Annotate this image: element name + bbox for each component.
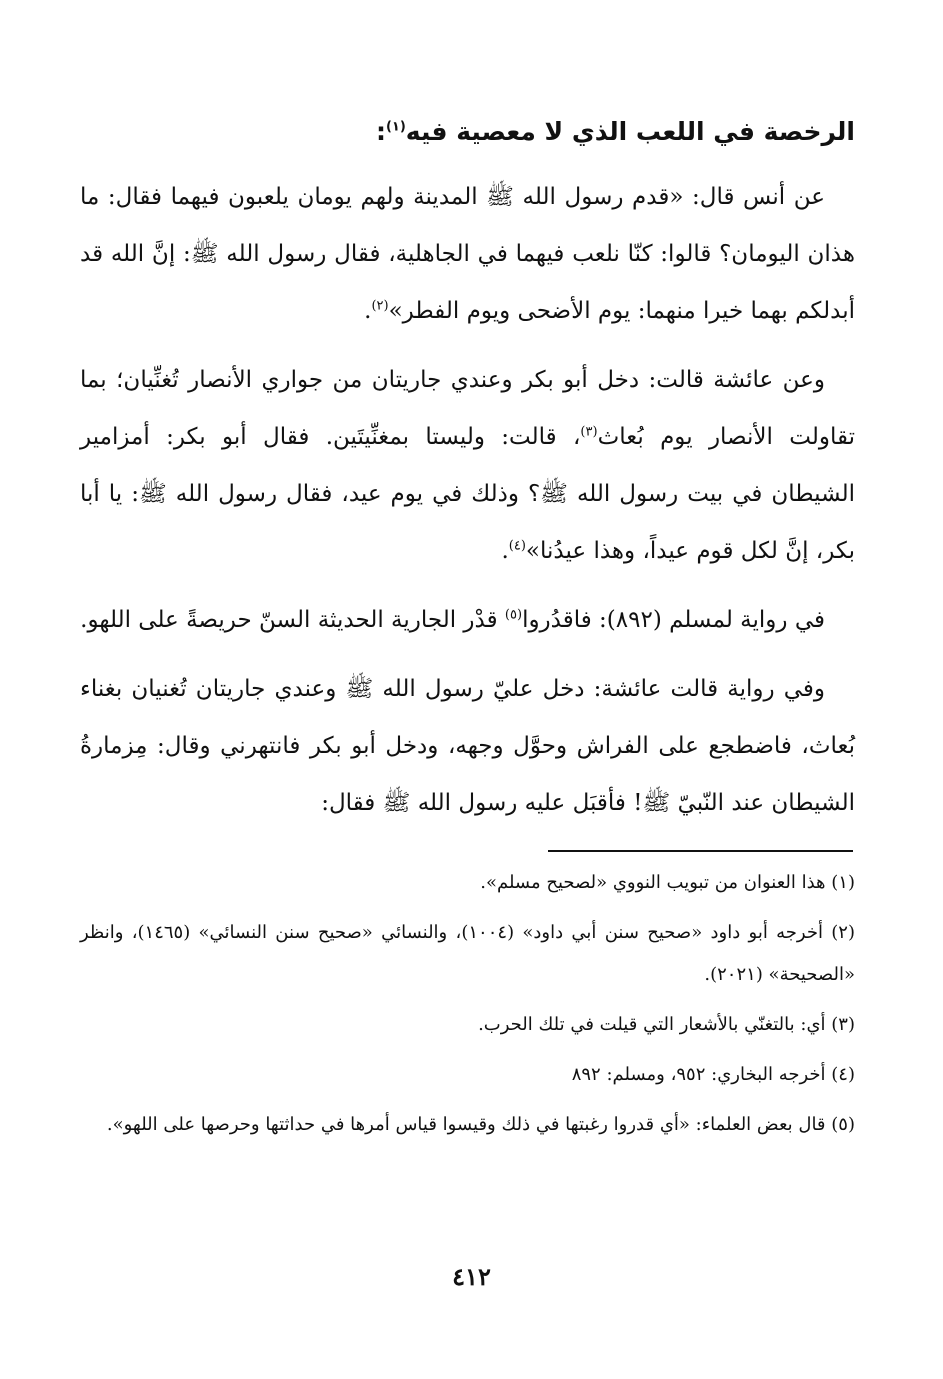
heading-text: الرخصة في اللعب الذي لا معصية فيه: [405, 117, 855, 146]
footnote-ref[interactable]: (٤): [508, 538, 526, 554]
paragraph-text: .: [364, 298, 372, 324]
footnotes: [80, 862, 855, 1154]
paragraph-text: وعن عائشة قالت: دخل أبو بكر وعندي جاريتان من جواري الأنصار تُغنِّيان؛ بما تقاولت الأنصار يوم بُعاث: [80, 367, 856, 450]
paragraph-text: ، قالت: وليستا بمغنِّيتَين. فقال أبو بكر: أمزامير الشيطان في بيت رسول الله ﷺ؟ وذلك في يوم عيد، فقال رسول الله ﷺ: يا أبا بكر، إنَّ لكل قوم عيداً، وهذا عيدُنا»: [80, 424, 855, 564]
footnote-ref[interactable]: (٥): [504, 607, 523, 623]
footnote: (١) هذا العنوان من تبويب النووي «لصحيح مسلم».: [480, 872, 855, 893]
paragraph-text: .: [501, 538, 509, 564]
footnote-ref[interactable]: (١): [385, 119, 406, 135]
paragraph: [80, 352, 855, 580]
heading-suffix: :: [375, 117, 386, 146]
page-number: ٤١٢: [452, 1262, 491, 1291]
paragraph-text: قدْر الجارية الحديثة السنّ حريصةً على اللهو.: [80, 607, 505, 633]
paragraph-text: وفي رواية قالت عائشة: دخل عليّ رسول الله ﷺ وعندي جاريتان تُغنيان بغناء بُعاث، فاضطجع على الفراش وحوَّل وجهه، ودخل أبو بكر فانتهرني وقال: مِزمارةُ الشيطان عند النّبيّ ﷺ! فأقبَل عليه رسول الله ﷺ فقال:: [80, 676, 855, 816]
footnote: (٥) قال بعض العلماء: «أي قدروا رغبتها في ذلك وقيسوا قياس أمرها في حداثتها وحرصها على اللهو».: [106, 1114, 855, 1135]
footnote-ref[interactable]: (٢): [371, 298, 389, 314]
paragraph: [80, 592, 855, 649]
paragraph: [80, 661, 855, 832]
paragraph-text: عن أنس قال: «قدم رسول الله ﷺ المدينة ولهم يومان يلعبون فيهما فقال: ما هذان اليومان؟ قالوا: كنّا نلعب فيهما في الجاهلية، فقال رسول الله ﷺ: إنَّ الله قد أبدلكم بهما خيرا منهما: يوم الأضحى ويوم الفطر»: [80, 184, 855, 324]
footnote: (٤) أخرجه البخاري: ٩٥٢، ومسلم: ٨٩٢: [571, 1064, 855, 1085]
footnote-ref[interactable]: (٣): [580, 424, 598, 440]
paragraph-text: في رواية لمسلم (٨٩٢): فاقدُروا: [522, 607, 825, 633]
footnote: (٣) أي: بالتغنّي بالأشعار التي قيلت في تلك الحرب.: [478, 1014, 855, 1035]
footnote: (٢) أخرجه أبو داود «صحيح سنن أبي داود» (١٠٠٤)، والنسائي «صحيح سنن النسائي» (١٤٦٥)، وانظر «الصحيحة» (٢٠٢١).: [80, 922, 855, 985]
section-heading: [80, 113, 855, 151]
footnote-divider: [548, 850, 853, 852]
main-text: [80, 95, 855, 844]
paragraph: [80, 169, 855, 340]
